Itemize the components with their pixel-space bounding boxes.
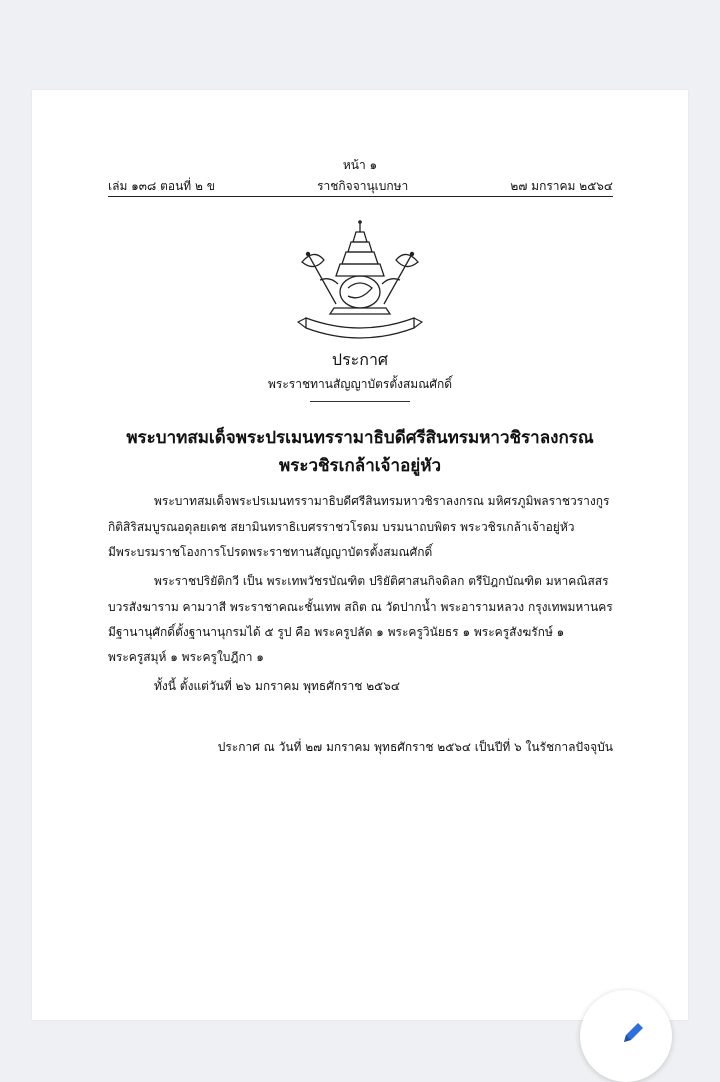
page-number: หน้า ๑ [342, 158, 378, 172]
header-divider [108, 196, 613, 197]
volume-issue: เล่ม ๑๓๘ ตอนที่ ๒ ข [108, 179, 215, 193]
gazette-name: ราชกิจจานุเบกษา [317, 179, 409, 193]
effective-date-line: ทั้งนี้ ตั้งแต่วันที่ ๒๖ มกราคม พุทธศักราช ๒๕๖๔ [154, 679, 400, 693]
document-title: ประกาศ [331, 350, 389, 369]
paragraph-line: กิติสิริสมบูรณอดุลยเดช สยามินทราธิเบศรราชวโรดม บรมนาถบพิตร พระวชิรเกล้าเจ้าอยู่หัว [108, 520, 575, 534]
document-subtitle: พระราชทานสัญญาบัตรตั้งสมณศักดิ์ [267, 377, 453, 391]
gazette-document-page [32, 90, 688, 1020]
paragraph-line: พระครูสมุห์ ๑ พระครูใบฎีกา ๑ [108, 650, 264, 664]
king-name-line-1: พระบาทสมเด็จพระปรเมนทรรามาธิบดีศรีสินทรมหาวชิราลงกรณ [126, 428, 594, 448]
title-divider [310, 401, 410, 402]
edit-button[interactable] [580, 990, 672, 1082]
gazette-header [108, 177, 613, 196]
proclamation-date-line: ประกาศ ณ วันที่ ๒๗ มกราคม พุทธศักราช ๒๕๖๔ เป็นปีที่ ๖ ในรัชกาลปัจจุบัน [217, 740, 613, 754]
king-name-line-2: พระวชิรเกล้าเจ้าอยู่หัว [279, 456, 441, 476]
paragraph-line: พระบาทสมเด็จพระปรเมนทรรามาธิบดีศรีสินทรมหาวชิราลงกรณ มหิศรภูมิพลราชวรางกูร [154, 494, 610, 508]
publication-date: ๒๗ มกราคม ๒๕๖๔ [510, 179, 613, 193]
paragraph-line: มีพระบรมราชโองการโปรดพระราชทานสัญญาบัตรตั้งสมณศักดิ์ [108, 545, 433, 559]
paragraph-line: พระราชปริยัติกวี เป็น พระเทพวัชรบัณฑิต ปริยัติศาสนกิจดิลก ตรีปิฎกบัณฑิต มหาคณิสสร [154, 574, 609, 588]
edit-pencil-icon [620, 1020, 646, 1046]
paragraph-line: บวรสังฆาราม คามวาสี พระราชาคณะชั้นเทพ สถิต ณ วัดปากน้ำ พระอารามหลวง กรุงเทพมหานคร [108, 600, 613, 614]
royal-cipher-emblem [290, 218, 430, 340]
paragraph-line: มีฐานานุศักดิ์ตั้งฐานานุกรมได้ ๕ รูป คือ พระครูปลัด ๑ พระครูวินัยธร ๑ พระครูสังฆรักษ์ ๑ [108, 625, 565, 639]
